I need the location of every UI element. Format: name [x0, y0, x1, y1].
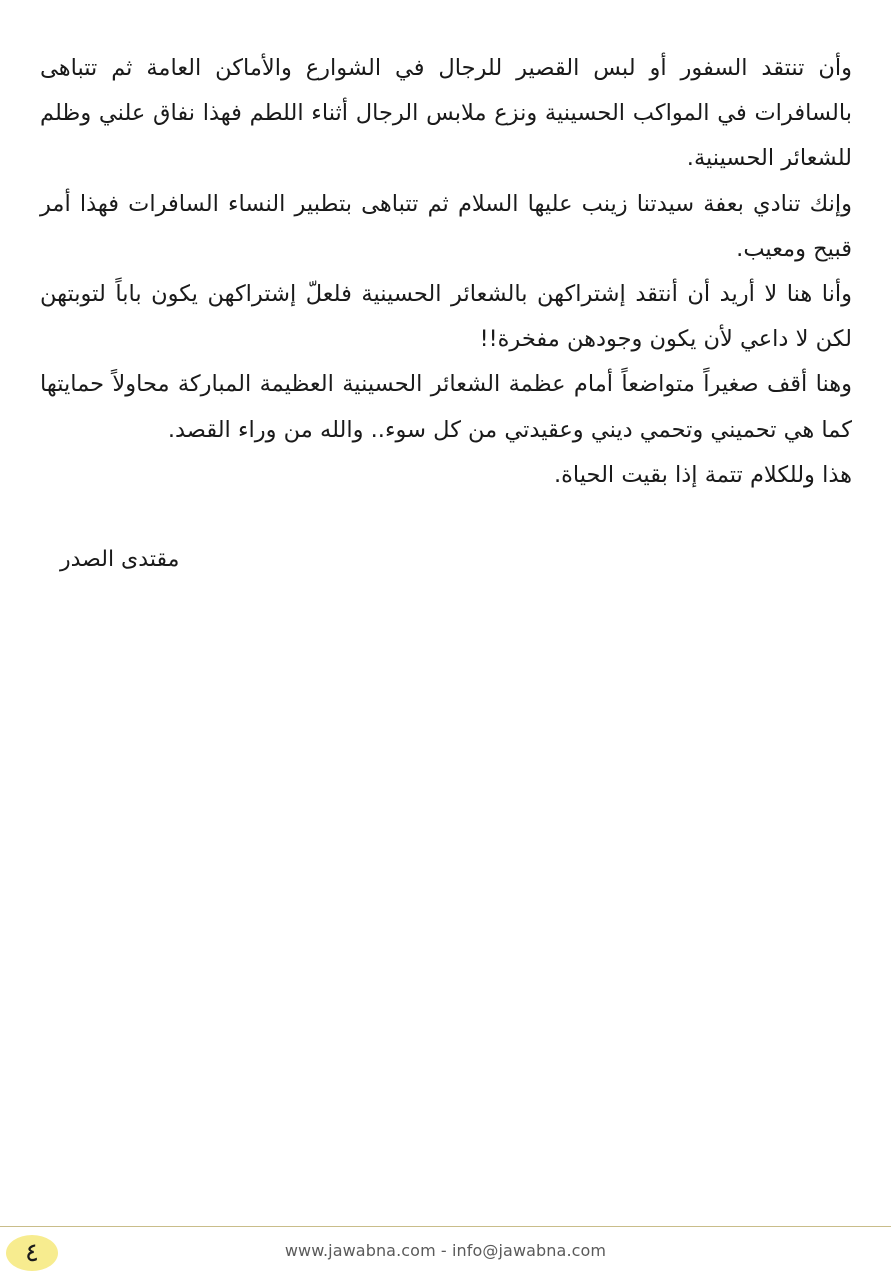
signature: مقتدى الصدر: [60, 547, 180, 572]
paragraph-2: وإنك تنادي بعفة سيدتنا زينب عليها السلام ثم تتباهى بتطبير النساء السافرات فهذا أمر قبيح ومعيب.: [40, 190, 852, 262]
body-text: [40, 46, 852, 498]
paragraph-3: وأنا هنا لا أريد أن أنتقد إشتراكهن بالشعائر الحسينية فلعلّ إشتراكهن يكون باباً لتوبتهن لكن لا داعي لأن يكون وجودهن مفخرة!!: [40, 281, 852, 353]
footer-divider: [0, 1226, 891, 1227]
paragraph-4: وهنا أقف صغيراً متواضعاً أمام عظمة الشعائر الحسينية العظيمة المباركة محاولاً حمايتها كما هي تحميني وتحمي ديني وعقيدتي من كل سوء.. والله من وراء القصد.: [40, 371, 852, 443]
page-number: ٤: [25, 1238, 39, 1268]
paragraph-5: هذا وللكلام تتمة إذا بقيت الحياة.: [553, 461, 852, 488]
footer-contact: www.jawabna.com - info@jawabna.com: [284, 1241, 607, 1260]
paragraph-1: وأن تنتقد السفور أو لبس القصير للرجال في الشوارع والأماكن العامة ثم تتباهى بالسافرات في المواكب الحسينية ونزع ملابس الرجال أثناء اللطم فهذا نفاق علني وظلم للشعائر الحسينية.: [40, 55, 852, 172]
